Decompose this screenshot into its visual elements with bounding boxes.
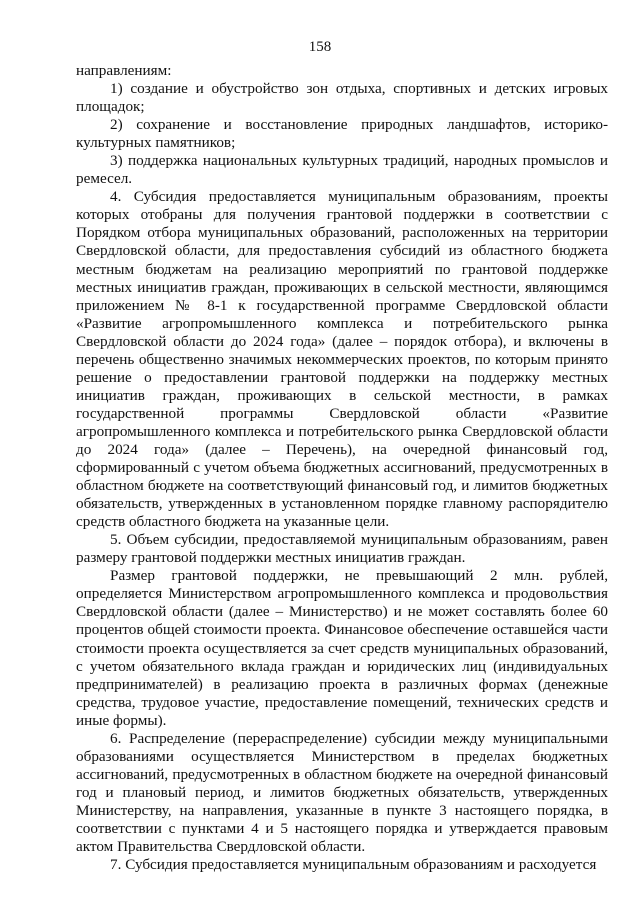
paragraph: 3) поддержка национальных культурных традиций, народных промыслов и ремесел.: [76, 152, 608, 188]
page-number: 158: [308, 39, 332, 55]
paragraph: 1) создание и обустройство зон отдыха, спортивных и детских игровых площадок;: [76, 80, 608, 116]
paragraph: 2) сохранение и восстановление природных ландшафтов, историко-культурных памятников;: [76, 116, 608, 152]
paragraph: направлениям:: [76, 62, 172, 79]
paragraph: Размер грантовой поддержки, не превышающий 2 млн. рублей, определяется Министерством агропромышленного комплекса и продовольствия Свердловской области (далее – Министерство) и не может составлять более 60 процентов общей стоимости проекта. Финансовое обеспечение оставшейся части стоимости проекта осуществляется за счет средств муниципальных образований, с учетом обязательного вклада граждан и юридических лиц (индивидуальных предпринимателей) в реализацию проекта в различных формах (денежные средства, трудовое участие, предоставление помещений, технических средств и иные формы).: [76, 567, 608, 729]
paragraph: 4. Субсидия предоставляется муниципальным образованиям, проекты которых отобраны для получения грантовой поддержки в соответствии с Порядком отбора муниципальных образований, расположенных на территории Свердловской области, для предоставления субсидий из областного бюджета местным бюджетам на реализацию мероприятий по грантовой поддержке местных инициатив граждан, проживающих в сельской местности, являющимся приложением № 8-1 к государственной программе Свердловской области «Развитие агропромышленного комплекса и потребительского рынка Свердловской области до 2024 года» (далее – порядок отбора), и включены в перечень общественно значимых некоммерческих проектов, по которым принято решение о предоставлении грантовой поддержки на поддержку местных инициатив граждан, проживающих в сельской местности, в рамках государственной программы Свердловской области «Развитие агропромышленного комплекса и потребительского рынка Свердловской области до 2024 года» (далее – Перечень), на очередной финансовый год, сформированный с учетом объема бюджетных ассигнований, предусмотренных в областном бюджете на соответствующий финансовый год, и лимитов бюджетных обязательств, утвержденных в установленном порядке главному распорядителю средств областного бюджета на указанные цели.: [76, 188, 608, 531]
paragraph: 7. Субсидия предоставляется муниципальным образованиям и расходуется: [110, 856, 597, 874]
paragraph: 6. Распределение (перераспределение) субсидии между муниципальными образованиями осуществляется Министерством в пределах бюджетных ассигнований, предусмотренных в областном бюджете на очередной финансовый год и плановый период, и лимитов бюджетных обязательств, утвержденных Министерству, на направления, указанные в пункте 3 настоящего порядка, в соответствии с пунктами 4 и 5 настоящего порядка и утверждается правовым актом Правительства Свердловской области.: [76, 729, 608, 856]
paragraph: 5. Объем субсидии, предоставляемой муниципальным образованиям, равен размеру грантовой поддержки местных инициатив граждан.: [76, 531, 608, 567]
document-body: [76, 62, 608, 874]
